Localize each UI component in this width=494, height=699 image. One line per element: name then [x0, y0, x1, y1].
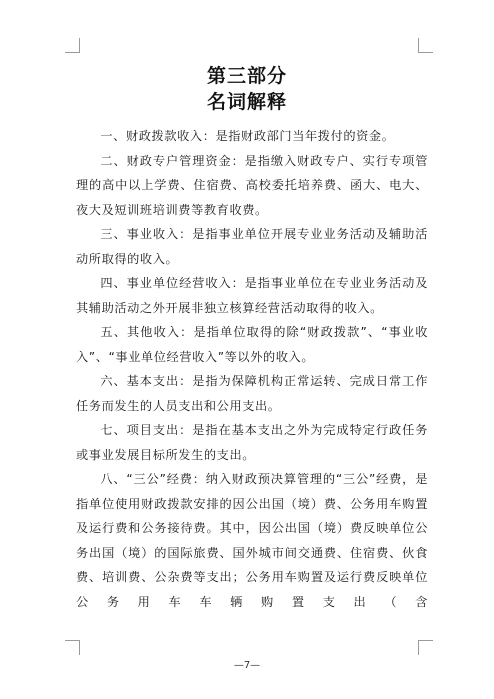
paragraph-fiscal-appropriation: 一、财政拨款收入：是指财政部门当年拨付的资金。 [100, 129, 395, 143]
paragraph-operating-income: 四、事业单位经营收入：是指事业单位在专业业务活动及其辅助活动之外开展非独立核算经营活动取得的收入。 [76, 276, 428, 315]
section-title: 第三部分 [206, 65, 287, 87]
paragraph-other-income: 五、其他收入：是指单位取得的除“财政拨款”、“事业收入”、“事业单位经营收入”等以外的收入。 [76, 325, 428, 364]
crop-mark-bottom-left [65, 640, 80, 655]
section-subtitle: 名词解释 [206, 91, 287, 113]
paragraph-basic-expenditure: 六、基本支出：是指为保障机构正常运转、完成日常工作任务而发生的人员支出和公用支出。 [76, 374, 428, 413]
page-number: —7— [233, 660, 261, 671]
crop-mark-top-left [65, 38, 80, 53]
document-body [76, 124, 428, 614]
paragraph-project-expenditure: 七、项目支出：是指在基本支出之外为完成特定行政任务或事业发展目标所发生的支出。 [76, 423, 428, 462]
paragraph-business-income: 三、事业收入：是指事业单位开展专业业务活动及辅助活动所取得的收入。 [76, 227, 428, 266]
crop-mark-top-right [418, 38, 433, 53]
crop-mark-bottom-right [418, 640, 433, 655]
paragraph-three-public-expenses: 八、“三公”经费：纳入财政预决算管理的“三公”经费，是指单位使用财政拨款安排的因公出国（境）费、公务用车购置及运行费和公务接待费。其中，因公出国（境）费反映单位公务出国（境）的国际旅费、国外城市间交通费、住宿费、伙食费、培训费、公杂费等支出；公务用车购置及运行费反映单位公务用车车辆购置支出（含 [76, 472, 428, 609]
paragraph-special-account-funds: 二、财政专户管理资金：是指缴入财政专户、实行专项管理的高中以上学费、住宿费、高校委托培养费、函大、电大、夜大及短训班培训费等教育收费。 [76, 153, 428, 217]
